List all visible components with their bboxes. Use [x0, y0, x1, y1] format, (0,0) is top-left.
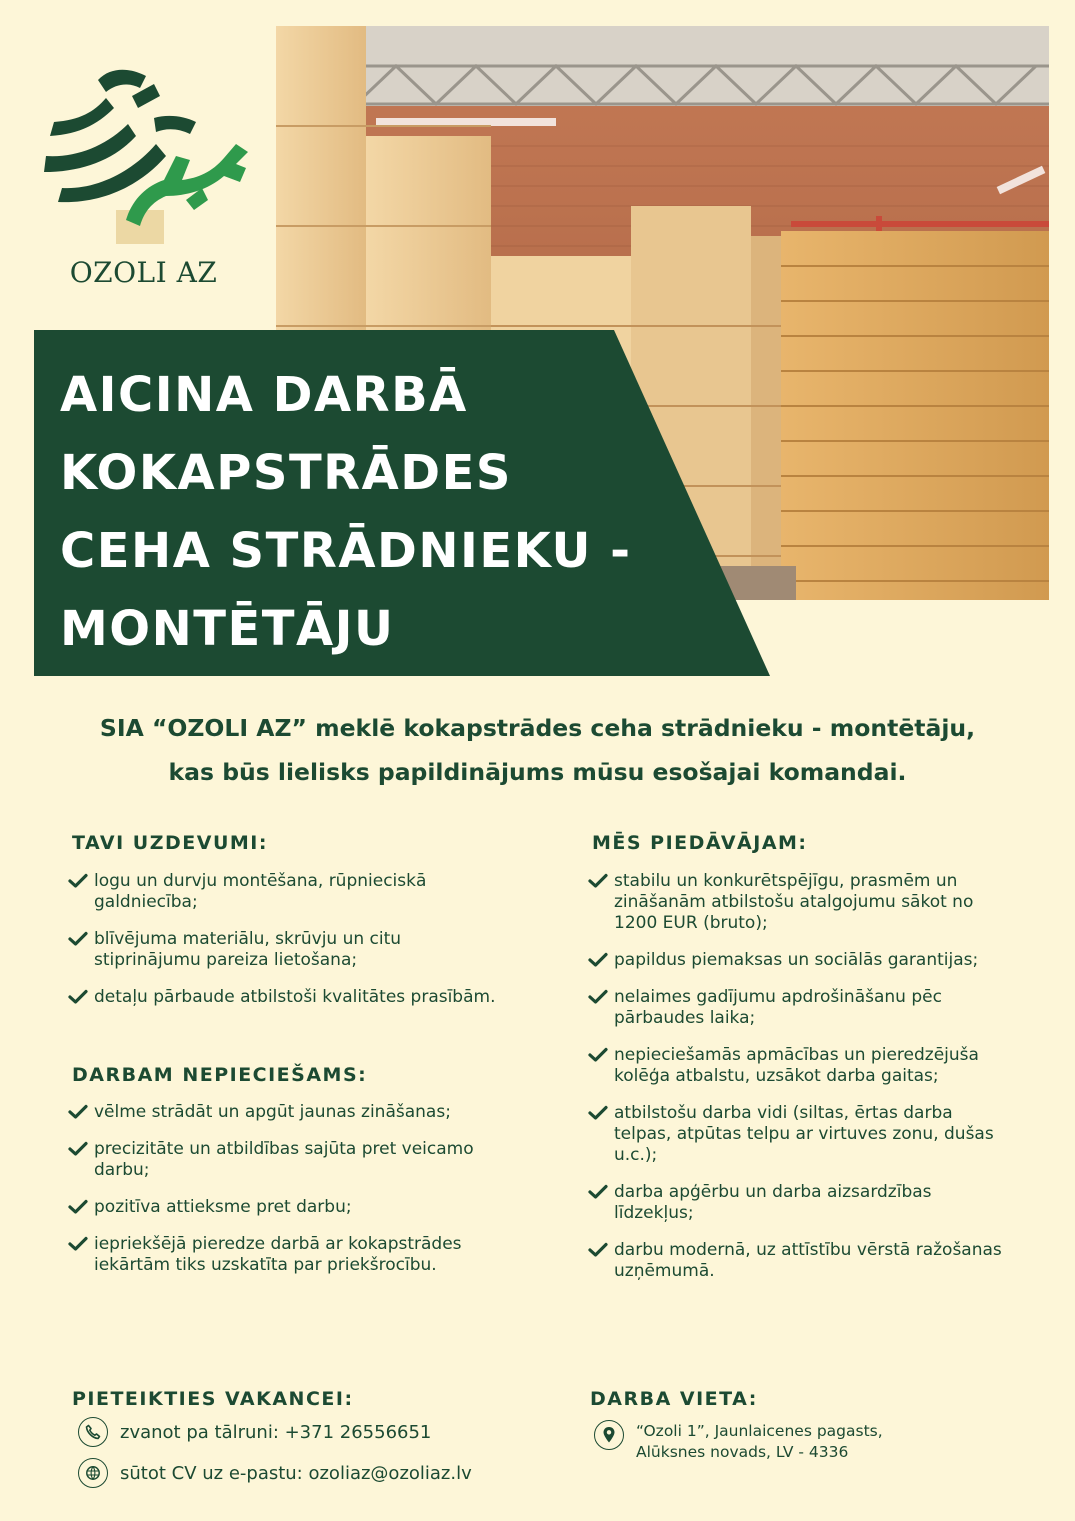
list-item: blīvējuma materiālu, skrūvju un citu stiprinājumu pareiza lietošana;: [68, 929, 498, 971]
checkmark-icon: [68, 1141, 88, 1157]
checkmark-icon: [68, 873, 88, 889]
tasks-heading: TAVI UZDEVUMI:: [72, 832, 268, 854]
intro-line-2: kas būs lielisks papildinājums mūsu esošajai komandai.: [168, 758, 907, 786]
checkmark-icon: [68, 931, 88, 947]
list-item: vēlme strādāt un apgūt jaunas zināšanas;: [68, 1102, 508, 1123]
offer-heading: MĒS PIEDĀVĀJAM:: [592, 832, 808, 854]
address-block: [594, 1420, 883, 1463]
checkmark-icon: [588, 1184, 608, 1200]
intro-line-1: SIA “OZOLI AZ” meklē kokapstrādes ceha strādnieku - montētāju,: [99, 714, 976, 742]
intro-text: [30, 706, 1045, 794]
logo-wordmark: OZOLI AZ: [69, 256, 218, 289]
offer-list: [588, 871, 1013, 1298]
phone-icon: [78, 1417, 108, 1447]
list-item: darbu modernā, uz attīstību vērstā ražošanas uzņēmumā.: [588, 1240, 1013, 1282]
checkmark-icon: [68, 1236, 88, 1252]
checkmark-icon: [68, 989, 88, 1005]
location-pin-icon: [594, 1420, 624, 1450]
apply-heading: PIETEIKTIES VAKANCEI:: [72, 1388, 354, 1410]
list-item: iepriekšējā pieredze darbā ar kokapstrādes iekārtām tiks uzskatīta par priekšrocību.: [68, 1234, 508, 1276]
checkmark-icon: [588, 1105, 608, 1121]
phone-text: zvanot pa tālruni: +371 26556651: [120, 1421, 432, 1443]
checkmark-icon: [588, 989, 608, 1005]
company-logo: [36, 60, 251, 300]
checkmark-icon: [588, 952, 608, 968]
address-line-1: “Ozoli 1”, Jaunlaicenes pagasts,: [636, 1422, 883, 1440]
title-line-1: AICINA DARBĀ: [60, 367, 468, 423]
list-item: logu un durvju montēšana, rūpnieciskā galdniecība;: [68, 871, 498, 913]
list-item: atbilstošu darba vidi (siltas, ērtas darba telpas, atpūtas telpu ar virtuves zonu, dušas u.c.);: [588, 1103, 1013, 1166]
list-item: darba apģērbu un darba aizsardzības līdzekļus;: [588, 1182, 1013, 1224]
list-item: detaļu pārbaude atbilstoši kvalitātes prasībām.: [68, 987, 498, 1008]
checkmark-icon: [68, 1199, 88, 1215]
checkmark-icon: [588, 873, 608, 889]
phone-contact: [78, 1417, 431, 1447]
title-line-4: MONTĒTĀJU: [60, 601, 395, 657]
location-heading: DARBA VIETA:: [590, 1388, 758, 1410]
title-line-3: CEHA STRĀDNIEKU -: [60, 523, 632, 579]
title-banner: [34, 330, 770, 676]
requirements-list: [68, 1102, 508, 1292]
checkmark-icon: [588, 1047, 608, 1063]
email-text: sūtot CV uz e-pastu: ozoliaz@ozoliaz.lv: [120, 1462, 472, 1484]
address-text: [636, 1421, 883, 1463]
address-line-2: Alūksnes novads, LV - 4336: [636, 1443, 849, 1461]
list-item: papildus piemaksas un sociālās garantijas;: [588, 950, 1013, 971]
checkmark-icon: [68, 1104, 88, 1120]
list-item: precizitāte un atbildības sajūta pret veicamo darbu;: [68, 1139, 508, 1181]
tasks-list: [68, 871, 498, 1024]
email-contact: [78, 1458, 472, 1488]
checkmark-icon: [588, 1242, 608, 1258]
oak-logo-icon: [36, 60, 251, 250]
list-item: nelaimes gadījumu apdrošināšanu pēc pārbaudes laika;: [588, 987, 1013, 1029]
list-item: stabilu un konkurētspējīgu, prasmēm un zināšanām atbilstošu atalgojumu sākot no 1200 EUR (bruto);: [588, 871, 1013, 934]
list-item: nepieciešamās apmācības un pieredzējuša kolēģa atbalstu, uzsākot darba gaitas;: [588, 1045, 1013, 1087]
email-icon: [78, 1458, 108, 1488]
requirements-heading: DARBAM NEPIECIEŠAMS:: [72, 1064, 368, 1086]
list-item: pozitīva attieksme pret darbu;: [68, 1197, 508, 1218]
title-line-2: KOKAPSTRĀDES: [60, 445, 512, 501]
